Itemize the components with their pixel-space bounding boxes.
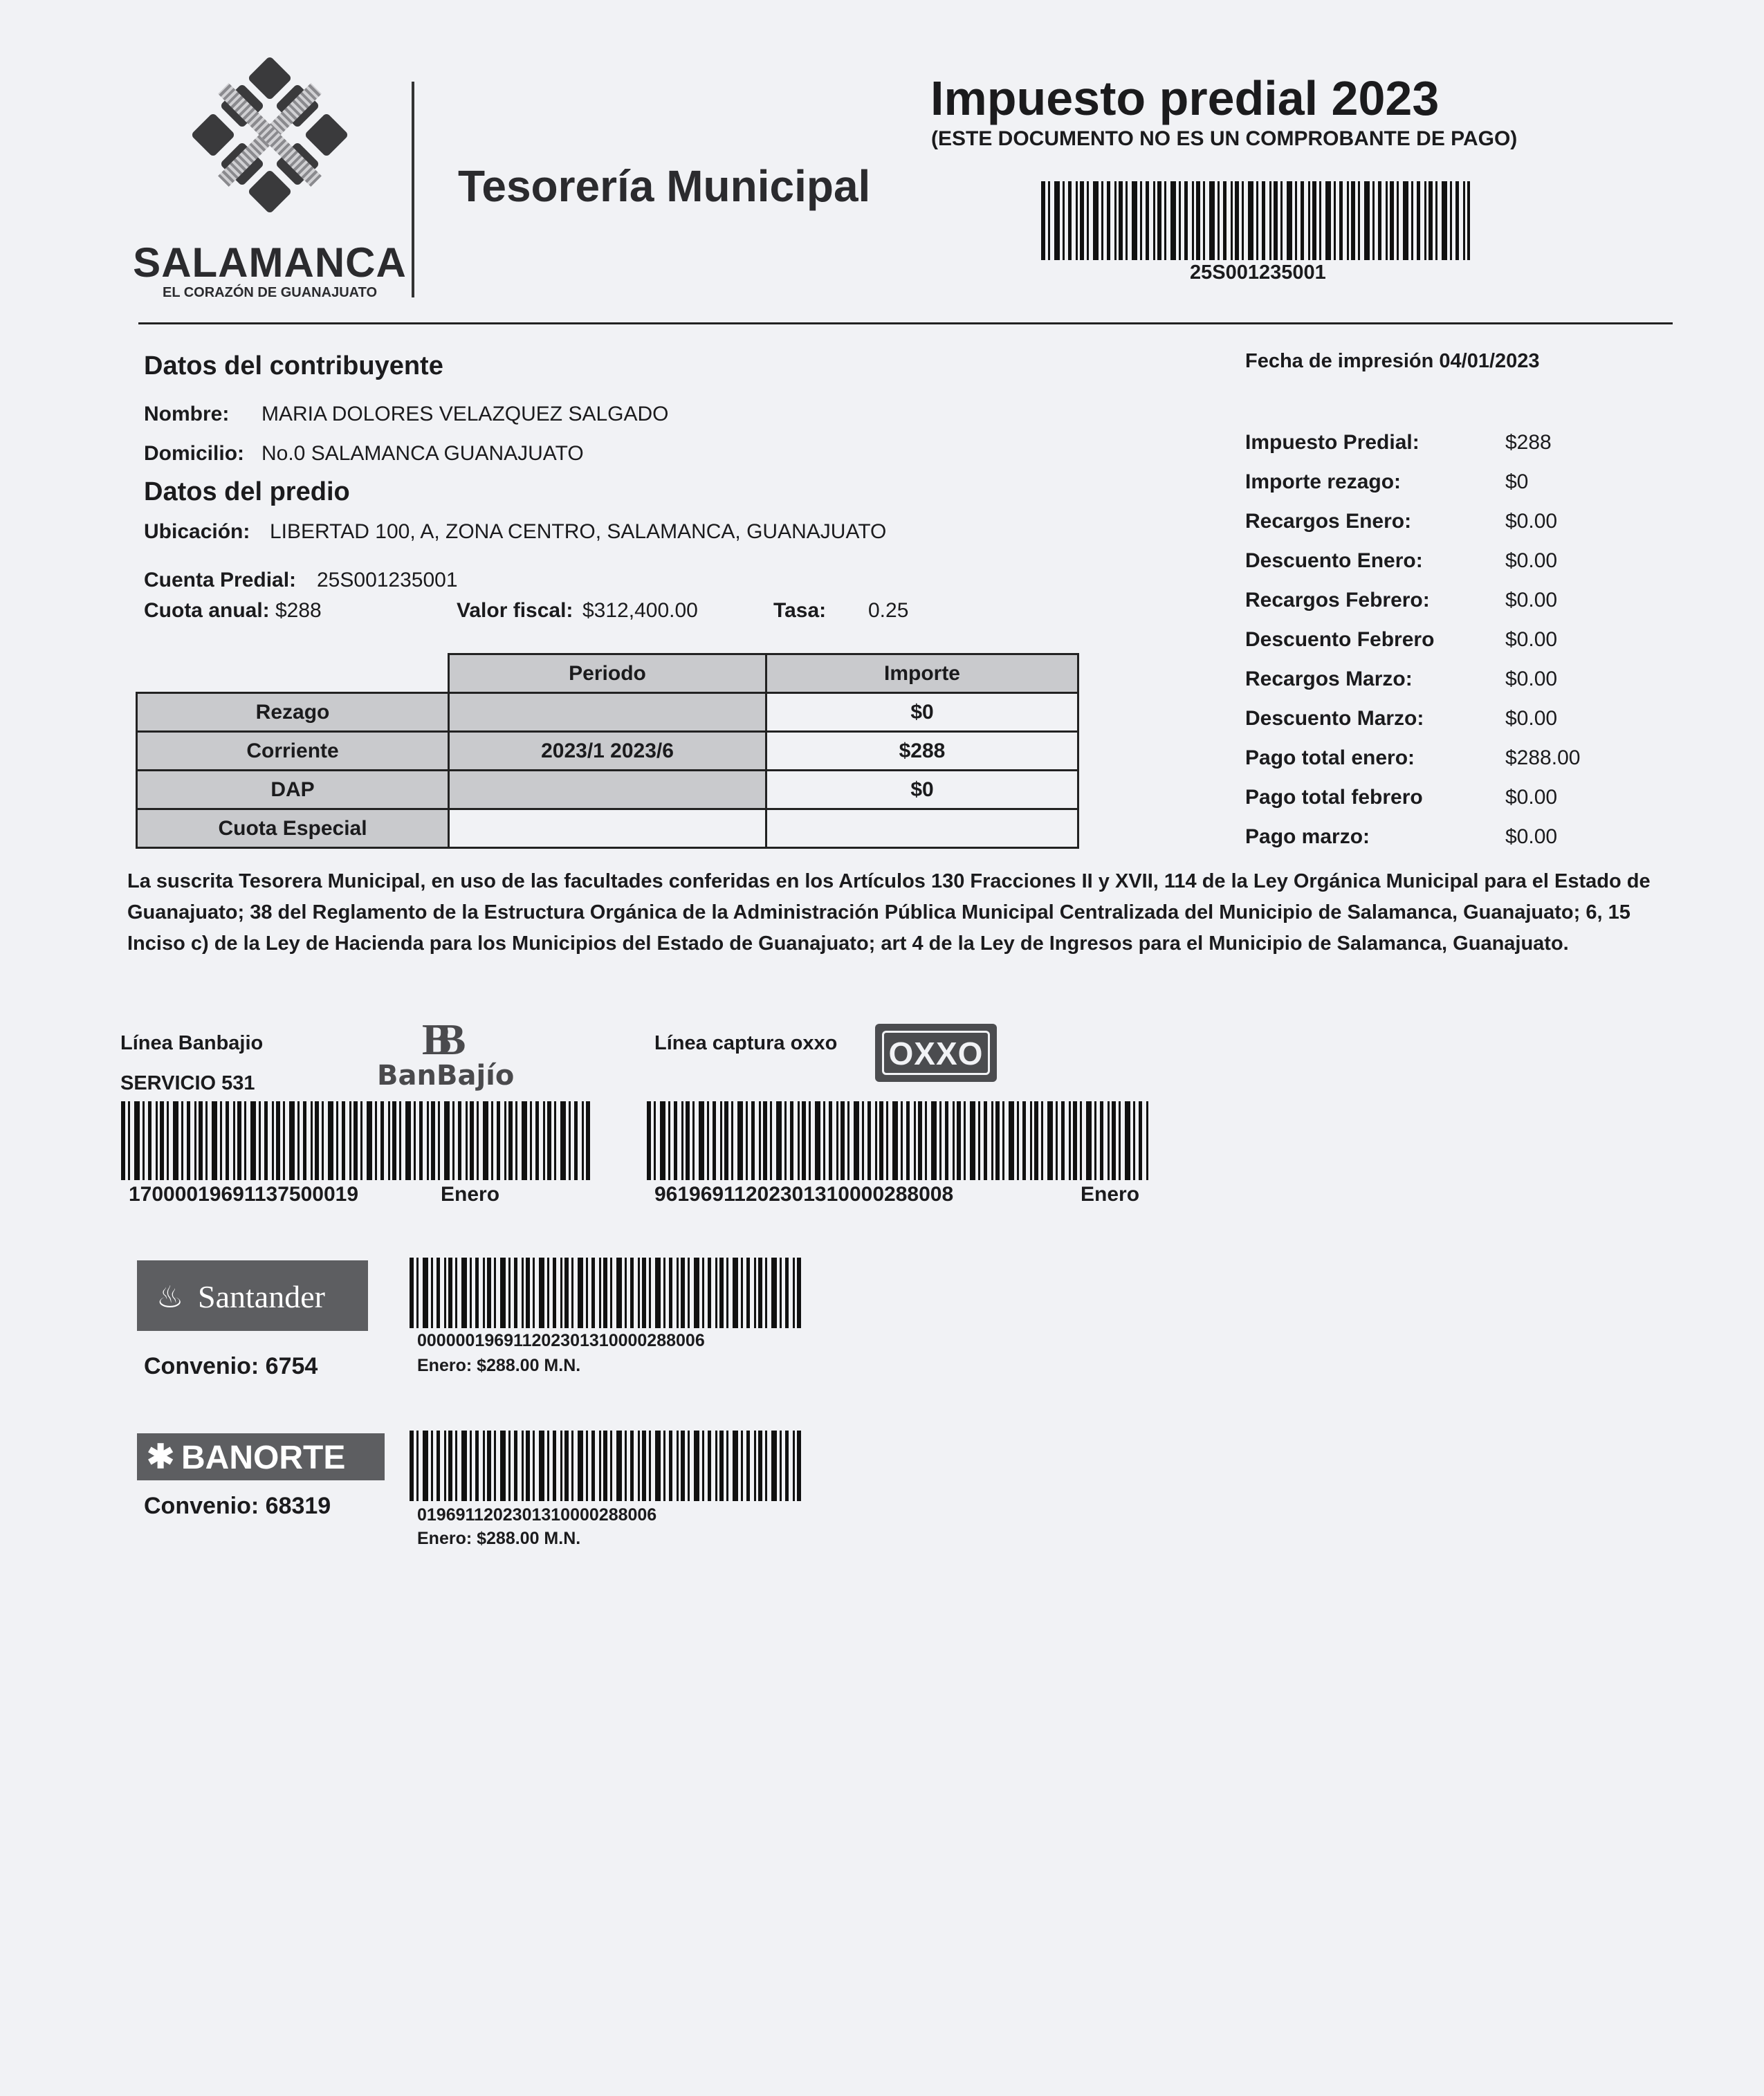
row-importe: $0 bbox=[766, 771, 1078, 809]
department-name: Tesorería Municipal bbox=[458, 161, 871, 211]
cuota-anual-label: Cuota anual: bbox=[144, 599, 270, 622]
summary-label: Recargos Enero: bbox=[1245, 510, 1412, 533]
row-importe bbox=[766, 809, 1078, 848]
summary-value: $0.00 bbox=[1505, 707, 1558, 730]
santander-flame-icon: ♨ bbox=[156, 1280, 184, 1314]
page-subtitle: (ESTE DOCUMENTO NO ES UN COMPROBANTE DE PAGO) bbox=[931, 127, 1518, 150]
city-tagline: EL CORAZÓN DE GUANAJUATO bbox=[162, 285, 378, 300]
banorte-convenio: Convenio: 68319 bbox=[144, 1493, 331, 1519]
nombre-label: Nombre: bbox=[144, 403, 230, 425]
oxxo-barcode bbox=[647, 1101, 1148, 1180]
summary-label: Pago total enero: bbox=[1245, 746, 1415, 769]
banbajio-logo-text: BanBajío bbox=[377, 1060, 515, 1092]
summary-label: Descuento Marzo: bbox=[1245, 707, 1424, 730]
banorte-barcode bbox=[410, 1431, 804, 1501]
summary-row bbox=[1245, 825, 1633, 865]
row-periodo bbox=[449, 809, 766, 848]
banorte-icon: ✱ bbox=[147, 1439, 175, 1476]
importe-header: Importe bbox=[766, 654, 1078, 693]
summary-value: $0.00 bbox=[1505, 589, 1558, 612]
row-concepto: Corriente bbox=[137, 732, 449, 771]
summary-value: $288.00 bbox=[1505, 746, 1581, 769]
summary-row bbox=[1245, 510, 1633, 549]
row-importe: $288 bbox=[766, 732, 1078, 771]
salamanca-logo bbox=[131, 55, 408, 304]
summary-label: Impuesto Predial: bbox=[1245, 431, 1420, 454]
table-row bbox=[137, 809, 1078, 848]
table-row bbox=[137, 732, 1078, 771]
santander-convenio: Convenio: 6754 bbox=[144, 1353, 318, 1379]
ubicacion-value: LIBERTAD 100, A, ZONA CENTRO, SALAMANCA, GUANAJUATO bbox=[270, 520, 887, 543]
row-concepto: Rezago bbox=[137, 693, 449, 732]
banorte-logo-text: BANORTE bbox=[181, 1440, 346, 1476]
cuenta-predial-value: 25S001235001 bbox=[317, 569, 458, 591]
contribuyente-heading: Datos del contribuyente bbox=[144, 351, 443, 380]
banbajio-month: Enero bbox=[441, 1183, 500, 1206]
table-header-row bbox=[137, 654, 1078, 693]
legal-paragraph: La suscrita Tesorera Municipal, en uso de las facultades conferidas en los Artículos 130 Fracciones II y XVII, 114 de la Ley Orgánica Municipal para el Estado de Guanajuato; 38 del Reglamento de la Estructura Orgánica de la Administración Pública Municipal Centralizada del Municipio de Salamanca, Guanajuato; 6, 15 Inciso c) de la Ley de Hacienda para los Municipios del Estado de Guanajuato; art 4 de la Ley de Ingresos para el Municipio de Salamanca, Guanajuato. bbox=[127, 870, 1651, 955]
account-barcode-number: 25S001235001 bbox=[1190, 261, 1326, 284]
page-title: Impuesto predial 2023 bbox=[930, 71, 1440, 125]
summary-label: Recargos Marzo: bbox=[1245, 668, 1413, 690]
summary-row bbox=[1245, 431, 1633, 470]
nombre-value: MARIA DOLORES VELAZQUEZ SALGADO bbox=[261, 403, 669, 425]
santander-logo-text: Santander bbox=[198, 1279, 325, 1314]
domicilio-label: Domicilio: bbox=[144, 442, 245, 465]
cuenta-predial-label: Cuenta Predial: bbox=[144, 569, 297, 591]
banbajio-label: Línea Banbajio bbox=[120, 1032, 264, 1054]
print-date-value: 04/01/2023 bbox=[1439, 350, 1540, 372]
summary-value: $0.00 bbox=[1505, 510, 1558, 533]
row-importe: $0 bbox=[766, 693, 1078, 732]
summary-label: Pago marzo: bbox=[1245, 825, 1370, 848]
row-periodo bbox=[449, 771, 766, 809]
summary-row bbox=[1245, 549, 1633, 589]
periodo-header: Periodo bbox=[449, 654, 766, 693]
summary-row bbox=[1245, 470, 1633, 510]
summary-row bbox=[1245, 786, 1633, 825]
summary-value: $0.00 bbox=[1505, 628, 1558, 651]
print-date-label-text: Fecha de impresión bbox=[1245, 350, 1434, 372]
summary-value: $0 bbox=[1505, 470, 1529, 493]
table-row bbox=[137, 693, 1078, 732]
header-rule bbox=[138, 322, 1673, 324]
table-row bbox=[137, 771, 1078, 809]
table-corner-cell bbox=[137, 654, 449, 693]
summary-value: $0.00 bbox=[1505, 825, 1558, 848]
tasa-label: Tasa: bbox=[773, 599, 827, 622]
summary-label: Descuento Enero: bbox=[1245, 549, 1423, 572]
summary-value: $0.00 bbox=[1505, 668, 1558, 690]
row-concepto: Cuota Especial bbox=[137, 809, 449, 848]
banorte-logo bbox=[137, 1433, 385, 1480]
valor-fiscal-label: Valor fiscal: bbox=[457, 599, 573, 622]
summary-list bbox=[1245, 431, 1633, 865]
santander-logo bbox=[137, 1260, 368, 1331]
domicilio-value: No.0 SALAMANCA GUANAJUATO bbox=[261, 442, 584, 465]
banbajio-logo bbox=[377, 1014, 529, 1090]
summary-label: Descuento Febrero bbox=[1245, 628, 1435, 651]
summary-row bbox=[1245, 707, 1633, 746]
logo-emblem-icon bbox=[197, 62, 342, 208]
summary-row bbox=[1245, 668, 1633, 707]
summary-row bbox=[1245, 589, 1633, 628]
summary-value: $288 bbox=[1505, 431, 1552, 454]
banbajio-barcode bbox=[121, 1101, 591, 1180]
summary-value: $0.00 bbox=[1505, 786, 1558, 809]
summary-value: $0.00 bbox=[1505, 549, 1558, 572]
header-divider bbox=[412, 82, 414, 297]
banorte-code: 0196911202301310000288006 bbox=[417, 1505, 657, 1525]
summary-row bbox=[1245, 628, 1633, 668]
summary-label: Importe rezago: bbox=[1245, 470, 1402, 493]
summary-label: Recargos Febrero: bbox=[1245, 589, 1430, 612]
santander-code: 000000196911202301310000288006 bbox=[417, 1331, 705, 1350]
predio-heading: Datos del predio bbox=[144, 477, 350, 506]
cuota-anual-value: $288 bbox=[275, 599, 322, 622]
banbajio-service: SERVICIO 531 bbox=[120, 1072, 255, 1094]
tasa-value: 0.25 bbox=[868, 599, 909, 622]
oxxo-logo bbox=[875, 1024, 997, 1082]
banbajio-code: 17000019691137500019 bbox=[129, 1183, 359, 1206]
summary-row bbox=[1245, 746, 1633, 786]
print-date-label bbox=[1245, 350, 1540, 373]
oxxo-month: Enero bbox=[1081, 1183, 1140, 1206]
account-barcode bbox=[1041, 181, 1470, 260]
banorte-amount: Enero: $288.00 M.N. bbox=[417, 1529, 581, 1548]
row-concepto: DAP bbox=[137, 771, 449, 809]
summary-label: Pago total febrero bbox=[1245, 786, 1423, 809]
row-periodo: 2023/1 2023/6 bbox=[449, 732, 766, 771]
banbajio-bb-icon: BB bbox=[422, 1015, 451, 1064]
oxxo-label: Línea captura oxxo bbox=[654, 1032, 838, 1054]
row-periodo bbox=[449, 693, 766, 732]
oxxo-code: 96196911202301310000288008 bbox=[654, 1183, 954, 1206]
periodo-table bbox=[136, 653, 1079, 849]
ubicacion-label: Ubicación: bbox=[144, 520, 250, 543]
santander-amount: Enero: $288.00 M.N. bbox=[417, 1356, 581, 1375]
santander-barcode bbox=[410, 1258, 804, 1328]
oxxo-logo-text: OXXO bbox=[888, 1036, 984, 1072]
valor-fiscal-value: $312,400.00 bbox=[582, 599, 698, 622]
city-name: SALAMANCA bbox=[133, 239, 407, 286]
